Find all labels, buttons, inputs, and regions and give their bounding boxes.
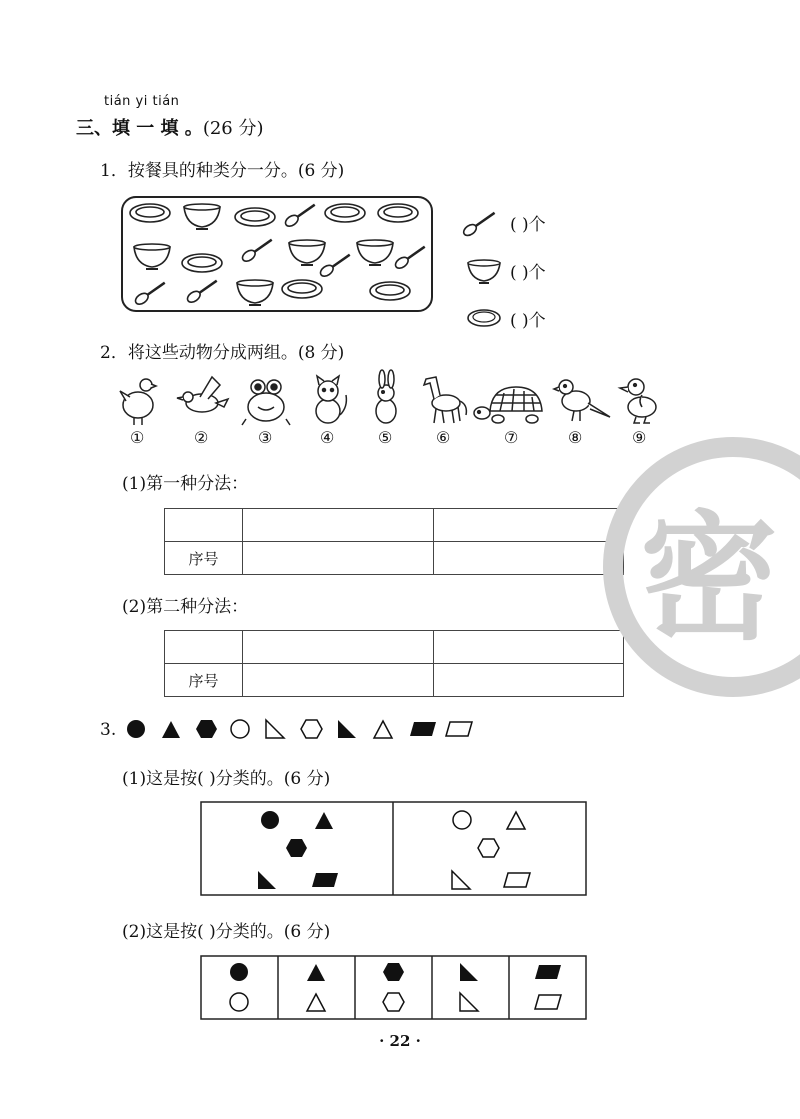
watermark-stamp-char: 密 [640, 498, 779, 659]
plate-icon [466, 306, 502, 330]
page-number: · 22 · [379, 1032, 421, 1050]
part-1-box [200, 801, 588, 897]
plate-icon [235, 208, 275, 226]
circle-outline-icon [231, 720, 249, 738]
dove-icon [177, 377, 228, 412]
plate-icon [378, 204, 418, 222]
animal-number-turtle: ⑦ [504, 428, 519, 447]
turtle-icon [474, 387, 542, 423]
section-points: (26 分) [202, 118, 264, 139]
parallelogram-filled-icon [410, 722, 436, 736]
animals-row [118, 372, 678, 452]
parallelogram-filled-icon [535, 965, 561, 979]
triangle-outline-icon [307, 994, 325, 1011]
hexagon-filled-icon [383, 963, 404, 981]
parallelogram-outline-icon [446, 722, 472, 736]
triangle-outline-icon [374, 721, 392, 738]
spoon-icon [393, 243, 427, 270]
circle-filled-icon [261, 811, 279, 829]
bowl-icon [357, 240, 393, 265]
spoon-icon [240, 236, 274, 263]
part-2-text: (2)这是按( )分类的。(6 分) [122, 922, 331, 942]
plate-icon [370, 282, 410, 300]
section-title-text: 三、填 一 填 。 [76, 118, 203, 139]
right-triangle-filled-icon [258, 871, 276, 889]
circle-filled-icon [127, 720, 145, 738]
animal-number-bird: ⑧ [568, 428, 583, 447]
right-triangle-outline-icon [452, 871, 470, 889]
circle-filled-icon [230, 963, 248, 981]
method-1-label: (1)第一种分法： [122, 474, 249, 494]
spoon-icon [466, 210, 502, 234]
frog-icon [242, 380, 290, 425]
plate-icon [282, 280, 322, 298]
parallelogram-outline-icon [535, 995, 561, 1009]
method-1-group-a[interactable] [243, 509, 434, 542]
right-triangle-outline-icon [266, 720, 284, 738]
animal-number-horse: ⑥ [436, 428, 451, 447]
section-title [76, 114, 263, 140]
circle-outline-icon [453, 811, 471, 829]
method-2-label: (2)第二种分法： [122, 597, 249, 617]
parallelogram-filled-icon [312, 873, 338, 887]
answer-bowl [466, 246, 606, 294]
bowl-icon [237, 280, 273, 305]
method-2-table [164, 630, 624, 697]
bird-icon [554, 380, 610, 421]
spoon-icon [133, 279, 167, 306]
parallelogram-outline-icon [504, 873, 530, 887]
hexagon-outline-icon [478, 839, 499, 857]
circle-outline-icon [230, 993, 248, 1011]
spoon-icon [185, 277, 219, 304]
spoon-icon [283, 201, 317, 228]
bowl-icon [466, 255, 502, 285]
plate-icon [130, 204, 170, 222]
hexagon-outline-icon [383, 993, 404, 1011]
answer-spoon [466, 198, 606, 246]
right-triangle-filled-icon [460, 963, 478, 981]
spoon-icon [318, 251, 352, 278]
animal-number-dove: ② [194, 428, 209, 447]
answer-plate [466, 294, 606, 342]
method-1-nums-b[interactable] [433, 542, 624, 575]
bowl-icon [289, 240, 325, 265]
rabbit-icon [376, 370, 396, 423]
right-triangle-outline-icon [460, 993, 478, 1011]
section-pinyin: tián yi tián [104, 94, 180, 109]
bowl-icon [134, 244, 170, 269]
question-2-text: 2．将这些动物分成两组。(8 分) [100, 343, 345, 363]
horse-icon [424, 377, 466, 423]
part-1-text: (1)这是按( )分类的。(6 分) [122, 769, 331, 789]
answer-blank-spoon[interactable]: ( )个 [510, 214, 546, 235]
question-3-number: 3. [100, 720, 117, 740]
cat-icon [316, 376, 346, 423]
animal-number-frog: ③ [258, 428, 273, 447]
triangle-filled-icon [315, 812, 333, 829]
method-1-row-label: 序号 [165, 542, 243, 575]
question-1-text: 1．按餐具的种类分一分。(6 分) [100, 161, 345, 181]
tableware-box [120, 195, 435, 315]
plate-icon [325, 204, 365, 222]
method-1-table [164, 508, 624, 575]
right-triangle-filled-icon [338, 720, 356, 738]
bowl-icon [184, 204, 220, 229]
q1-answers [466, 198, 606, 342]
animal-number-duck: ⑨ [632, 428, 647, 447]
method-1-nums-a[interactable] [243, 542, 434, 575]
animal-number-hen: ① [130, 428, 145, 447]
method-2-group-b[interactable] [433, 631, 624, 664]
answer-blank-plate[interactable]: ( )个 [510, 310, 546, 331]
shapes-row [124, 712, 484, 746]
method-1-group-b[interactable] [433, 509, 624, 542]
method-2-group-a[interactable] [243, 631, 434, 664]
triangle-filled-icon [162, 721, 180, 738]
method-2-row-label: 序号 [165, 664, 243, 697]
method-2-nums-b[interactable] [433, 664, 624, 697]
hexagon-outline-icon [301, 720, 322, 738]
method-2-nums-a[interactable] [243, 664, 434, 697]
triangle-filled-icon [307, 964, 325, 981]
duck-icon [620, 379, 656, 423]
answer-blank-bowl[interactable]: ( )个 [510, 262, 546, 283]
hen-icon [120, 379, 156, 425]
part-2-box [200, 955, 588, 1021]
animal-number-rabbit: ⑤ [378, 428, 393, 447]
animal-number-cat: ④ [320, 428, 335, 447]
plate-icon [182, 254, 222, 272]
hexagon-filled-icon [286, 839, 307, 857]
hexagon-filled-icon [196, 720, 217, 738]
triangle-outline-icon [507, 812, 525, 829]
